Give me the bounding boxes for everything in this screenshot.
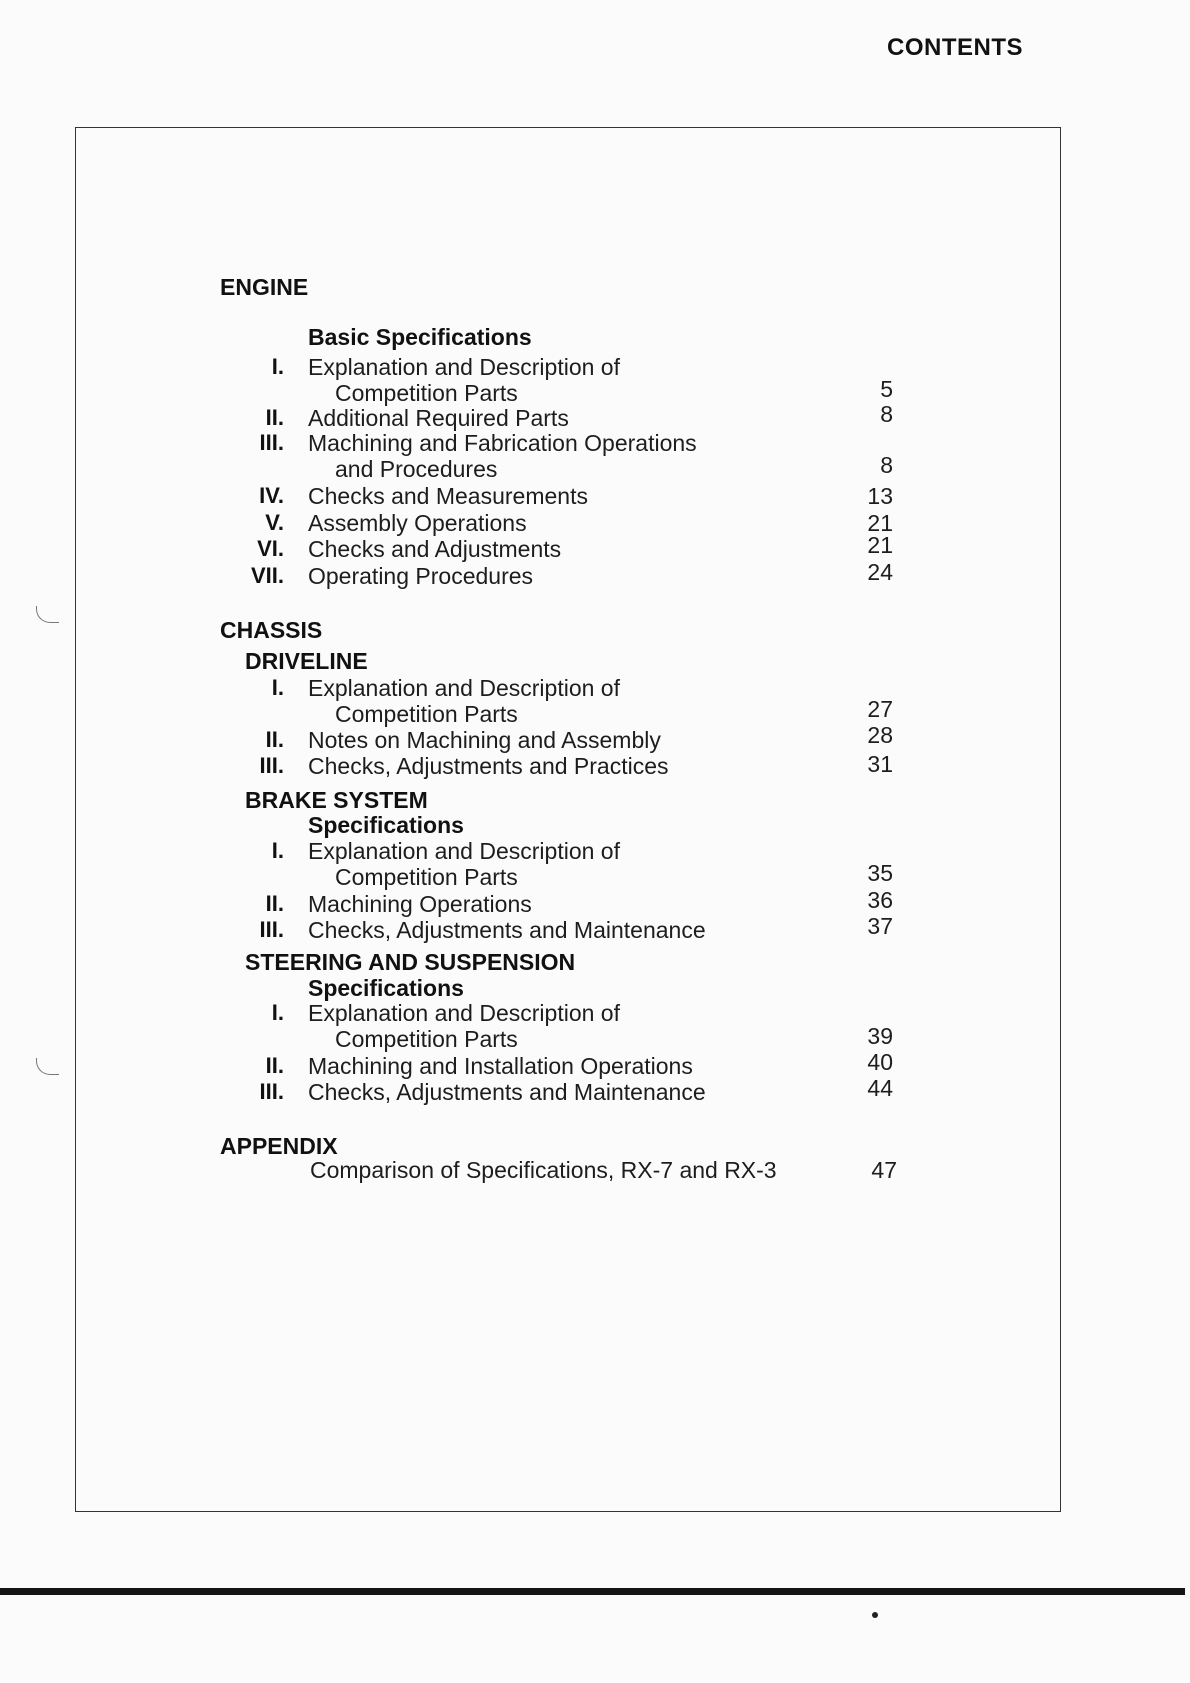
- entry-title: Checks, Adjustments and Practices: [308, 753, 669, 779]
- entry-page-number: 47: [871, 1157, 897, 1183]
- entry-page-number: 28: [867, 722, 893, 748]
- toc-entry[interactable]: [0, 1157, 1190, 1183]
- toc-entry[interactable]: [0, 675, 1190, 701]
- entry-page-number: 36: [867, 887, 893, 913]
- subsection-title-driveline: DRIVELINE: [245, 648, 368, 674]
- toc-entry[interactable]: [0, 401, 1190, 431]
- entry-numeral: II.: [265, 727, 284, 752]
- entry-numeral: III.: [259, 1079, 284, 1104]
- entry-page-number: 21: [867, 510, 893, 536]
- entry-numeral: III.: [259, 430, 284, 455]
- toc-entry-continuation[interactable]: [0, 860, 1190, 890]
- toc-entry[interactable]: [0, 1000, 1190, 1026]
- toc-entry-continuation[interactable]: [0, 696, 1190, 727]
- toc-entry[interactable]: [0, 483, 1190, 509]
- toc-entry[interactable]: [0, 354, 1190, 380]
- entry-numeral: I.: [271, 1000, 284, 1025]
- toc-entry-continuation[interactable]: [0, 1023, 1190, 1052]
- toc-entry[interactable]: [0, 510, 1190, 536]
- entry-numeral: II.: [265, 405, 284, 430]
- entry-title: Explanation and Description of: [308, 675, 620, 701]
- entry-page-number: 44: [867, 1075, 893, 1101]
- entry-title: Checks, Adjustments and Maintenance: [308, 1079, 706, 1105]
- entry-title: Checks, Adjustments and Maintenance: [308, 917, 706, 943]
- entry-numeral: V.: [265, 510, 284, 535]
- entry-page-number: 37: [867, 913, 893, 939]
- toc-entry[interactable]: [0, 532, 1190, 562]
- subsection-title-brake-system: BRAKE SYSTEM: [245, 787, 428, 813]
- entry-title: Assembly Operations: [308, 510, 527, 536]
- entry-numeral: VII.: [250, 563, 284, 588]
- entry-numeral: IV.: [259, 483, 284, 508]
- toc-entry[interactable]: [0, 1049, 1190, 1079]
- entry-title: Checks and Measurements: [308, 483, 588, 509]
- spec-heading-brake-system: Specifications: [308, 812, 464, 838]
- entry-page-number: 27: [867, 696, 893, 722]
- entry-title: Machining and Fabrication Operations: [308, 430, 697, 456]
- entry-title: Machining and Installation Operations: [308, 1053, 693, 1079]
- entry-page-number: 8: [880, 452, 893, 478]
- entry-page-number: 21: [867, 532, 893, 558]
- entry-numeral: II.: [265, 1053, 284, 1078]
- entry-title: Operating Procedures: [308, 563, 534, 589]
- toc-entry-continuation[interactable]: [0, 452, 1190, 482]
- toc-entry[interactable]: [0, 430, 1190, 456]
- entry-numeral: II.: [265, 891, 284, 916]
- page-title: CONTENTS: [887, 34, 1023, 61]
- entry-numeral: III.: [259, 917, 284, 942]
- entry-title-continuation: Competition Parts: [335, 864, 518, 890]
- entry-numeral: III.: [259, 753, 284, 778]
- entry-title: Explanation and Description of: [308, 838, 620, 864]
- toc-entry[interactable]: [0, 559, 1190, 589]
- section-title-chassis: CHASSIS: [220, 617, 323, 643]
- bottom-rule: [0, 1588, 1185, 1595]
- entry-page-number: 13: [867, 483, 893, 509]
- entry-title-continuation: and Procedures: [335, 456, 498, 482]
- entry-page-number: 24: [867, 559, 893, 585]
- section-title-appendix: APPENDIX: [220, 1133, 338, 1159]
- spec-heading-engine: Basic Specifications: [308, 324, 532, 350]
- entry-title: Notes on Machining and Assembly: [308, 727, 661, 753]
- toc-entry[interactable]: [0, 722, 1190, 753]
- entry-title-continuation: Competition Parts: [335, 1026, 518, 1052]
- toc-entry-continuation[interactable]: [0, 376, 1190, 406]
- entry-page-number: 8: [880, 401, 893, 427]
- section-title-engine: ENGINE: [220, 274, 309, 300]
- entry-page-number: 5: [880, 376, 893, 402]
- entry-title: Additional Required Parts: [308, 405, 569, 431]
- entry-numeral: I.: [271, 675, 284, 700]
- subsection-title-steering-and-suspension: STEERING AND SUSPENSION: [245, 949, 576, 975]
- entry-page-number: 31: [867, 751, 893, 777]
- toc-entry[interactable]: [0, 753, 1190, 779]
- entry-title-continuation: Competition Parts: [335, 701, 518, 727]
- entry-page-number: 40: [867, 1049, 893, 1075]
- toc-entry[interactable]: [0, 887, 1190, 917]
- entry-title: Explanation and Description of: [308, 1000, 620, 1026]
- entry-title-continuation: Competition Parts: [335, 380, 518, 406]
- spec-heading-steering-and-suspension: Specifications: [308, 975, 464, 1001]
- toc-entry[interactable]: [0, 838, 1190, 864]
- entry-numeral: I.: [271, 354, 284, 379]
- entry-title: Checks and Adjustments: [308, 536, 562, 562]
- entry-title: Explanation and Description of: [308, 354, 620, 380]
- entry-page-number: 35: [867, 860, 893, 886]
- page-dot: [872, 1612, 878, 1618]
- entry-page-number: 39: [867, 1023, 893, 1049]
- entry-title: Machining Operations: [308, 891, 532, 917]
- toc-entry[interactable]: [0, 913, 1190, 943]
- entry-numeral: VI.: [257, 536, 284, 561]
- entry-title: Comparison of Specifications, RX-7 and RX-3: [310, 1157, 777, 1183]
- entry-numeral: I.: [271, 838, 284, 863]
- toc-entry[interactable]: [0, 1075, 1190, 1105]
